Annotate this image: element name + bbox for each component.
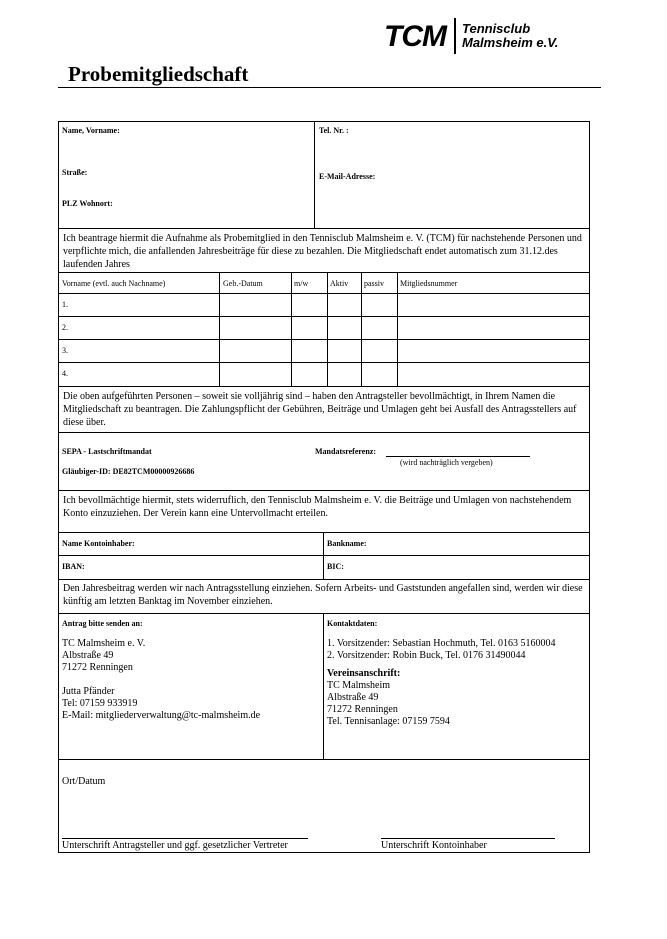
send-to-line: TC Malmsheim e. V. xyxy=(62,638,146,649)
divider xyxy=(361,273,362,386)
col-header-birthdate: Geb.-Datum xyxy=(223,279,263,288)
contact-line: 1. Vorsitzender: Sebastian Hochmuth, Tel. 0163 5160004 xyxy=(327,638,556,649)
logo-tcm: TCM xyxy=(384,20,446,53)
holder-signature-label: Unterschrift Kontoinhaber xyxy=(381,840,487,851)
account-holder-field[interactable]: Name Kontoinhaber: xyxy=(62,539,135,548)
members-table xyxy=(59,273,589,387)
club-address-line: 71272 Renningen xyxy=(327,704,398,715)
table-row[interactable]: 4. xyxy=(62,369,68,378)
application-form xyxy=(58,121,590,853)
bic-field[interactable]: BIC: xyxy=(327,562,344,571)
contact-title: Kontaktdaten: xyxy=(327,619,378,628)
personal-section xyxy=(59,122,589,229)
creditor-id: Gläubiger-ID: DE82TCM00000926686 xyxy=(62,467,195,476)
bank-name-field[interactable]: Bankname: xyxy=(327,539,367,548)
applicant-signature-label: Unterschrift Antragsteller und ggf. gesetzlicher Vertreter xyxy=(62,840,288,851)
send-to-line xyxy=(62,674,260,686)
col-header-firstname: Vorname (evtl. auch Nachname) xyxy=(62,279,166,288)
sepa-title: SEPA - Lastschriftmandat xyxy=(62,447,152,456)
divider xyxy=(291,273,292,386)
divider xyxy=(219,273,220,386)
send-to-address xyxy=(62,638,260,722)
contact-line: 2. Vorsitzender: Robin Buck, Tel. 0176 31490044 xyxy=(327,650,526,661)
logo-divider xyxy=(454,18,456,54)
col-header-passive: passiv xyxy=(364,279,384,288)
col-header-gender: m/w xyxy=(294,279,309,288)
contact-list xyxy=(327,638,555,728)
phone-field[interactable]: Tel. Nr. : xyxy=(319,126,349,135)
col-header-member-number: Mitgliedsnummer xyxy=(400,279,458,288)
divider xyxy=(397,273,398,386)
iban-field[interactable]: IBAN: xyxy=(62,562,85,571)
bank-section xyxy=(59,533,589,580)
applicant-signature-line[interactable] xyxy=(62,838,308,839)
table-row[interactable]: 2. xyxy=(62,323,68,332)
mandate-reference-note: (wird nachträglich vergeben) xyxy=(400,458,493,467)
divider xyxy=(59,339,589,340)
title-underline xyxy=(58,87,601,88)
mandate-reference-label: Mandatsreferenz: xyxy=(315,447,377,456)
divider xyxy=(59,293,589,294)
logo-line-2: Malmsheim e.V. xyxy=(462,35,559,50)
table-row[interactable]: 3. xyxy=(62,346,68,355)
table-row[interactable]: 1. xyxy=(62,300,68,309)
logo-name xyxy=(462,22,558,50)
send-to-line: Jutta Pfänder xyxy=(62,686,115,697)
page-title: Probemitgliedschaft xyxy=(68,62,249,86)
intro-section xyxy=(59,229,589,273)
street-field[interactable]: Straße: xyxy=(62,168,88,177)
email-field[interactable]: E-Mail-Adresse: xyxy=(319,172,376,181)
divider xyxy=(323,533,324,579)
club-address-title: Vereinsanschrift: xyxy=(327,668,401,679)
logo-line-1: Tennisclub xyxy=(462,21,531,36)
divider xyxy=(314,122,315,228)
club-address-line: Tel. Tennisanlage: 07159 7594 xyxy=(327,716,450,727)
send-to-line: 71272 Renningen xyxy=(62,662,133,673)
signature-section xyxy=(59,760,589,853)
divider xyxy=(59,362,589,363)
send-to-email: E-Mail: mitgliederverwaltung@tc-malmsheim.de xyxy=(62,710,261,721)
holder-signature-line[interactable] xyxy=(381,838,555,839)
mandate-reference-field[interactable] xyxy=(386,456,530,457)
club-address-line: Albstraße 49 xyxy=(327,692,379,703)
divider xyxy=(327,273,328,386)
annual-fee-section xyxy=(59,580,589,614)
intro-text: Ich beantrage hiermit die Aufnahme als Probemitglied in den Tennisclub Malmsheim e. V. (TCM) für nachstehende Personen und verpflichte mich, die anfallenden Jahresbeiträge für diese zu bezahlen. Die Mitgliedschaft endet automatisch zum 31.12.des laufenden Jahres xyxy=(63,233,582,270)
divider xyxy=(59,316,589,317)
club-address-line: TC Malmsheim xyxy=(327,680,391,691)
debit-section xyxy=(59,491,589,533)
name-field[interactable]: Name, Vorname: xyxy=(62,126,120,135)
divider xyxy=(59,555,589,556)
send-to-line: Albstraße 49 xyxy=(62,650,114,661)
authorization-text: Die oben aufgeführten Personen – soweit sie volljährig sind – haben den Antragsteller bevollmächtigt, in Ihrem Namen die Mitgliedschaft zu beantragen. Die Zahlungspflicht der Gebühren, Beiträge und Umlagen geht bei Ausfall des Antragsstellers auf diese über. xyxy=(63,391,577,428)
address-section xyxy=(59,614,589,760)
sepa-section xyxy=(59,433,589,491)
col-header-active: Aktiv xyxy=(330,279,349,288)
place-date-field[interactable]: Ort/Datum xyxy=(62,776,106,787)
divider xyxy=(323,614,324,759)
annual-fee-text: Den Jahresbeitrag werden wir nach Antragsstellung einziehen. Sofern Arbeits- und Gaststunden angefallen sind, werden wir diese künftig am letzten Banktag im November einziehen. xyxy=(63,583,583,607)
debit-text: Ich bevollmächtige hiermit, stets widerruflich, den Tennisclub Malmsheim e. V. die Beiträge und Umlagen von nachstehendem Konto einzuziehen. Der Verein kann eine Untervollmacht erteilen. xyxy=(63,495,572,519)
club-logo xyxy=(384,18,594,54)
authorization-section xyxy=(59,387,589,433)
city-field[interactable]: PLZ Wohnort: xyxy=(62,199,113,208)
send-to-title: Antrag bitte senden an: xyxy=(62,619,143,628)
send-to-line: Tel: 07159 933919 xyxy=(62,698,138,709)
